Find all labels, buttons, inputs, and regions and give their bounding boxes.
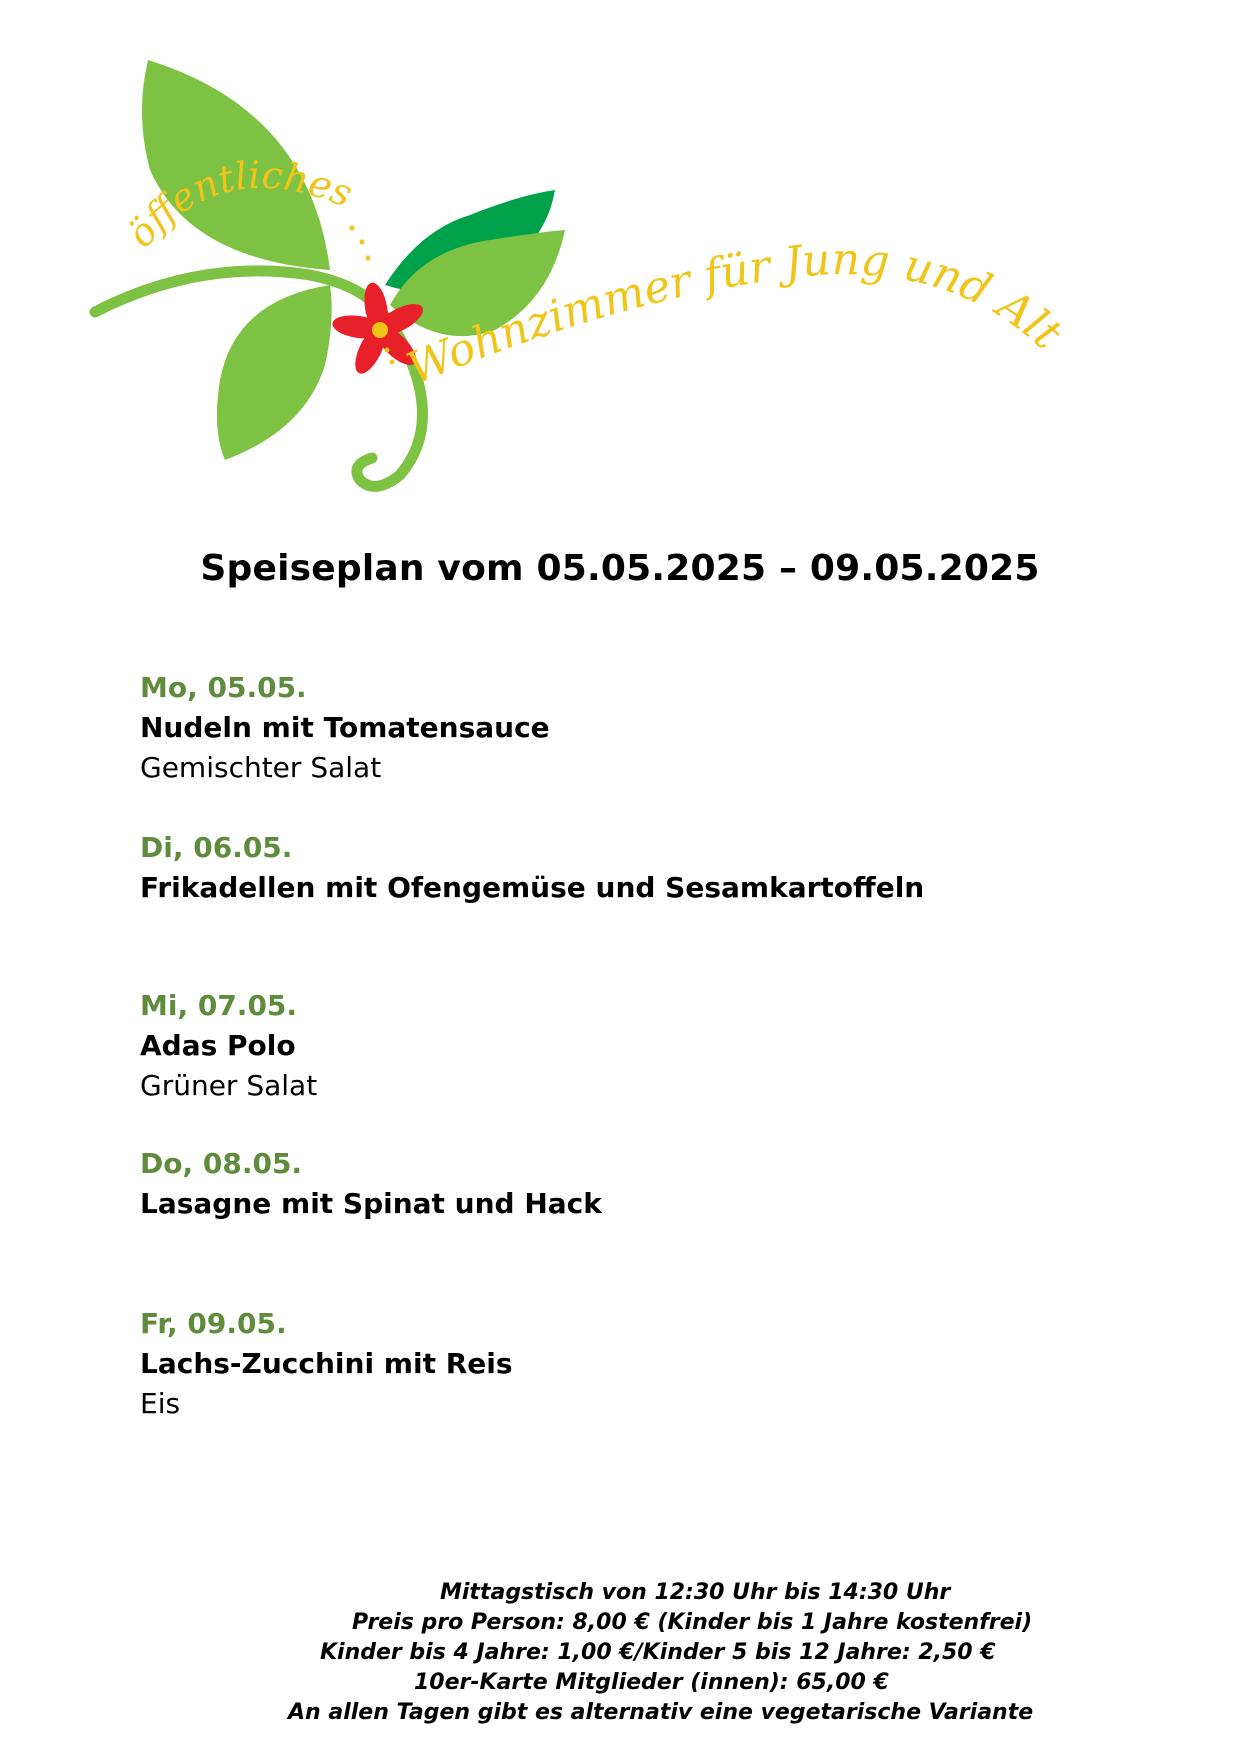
dish-main: Nudeln mit Tomatensauce: [140, 711, 550, 744]
day-label: Fr, 09.05.: [140, 1307, 287, 1340]
footer-info: [0, 1578, 1240, 1728]
menu-day: [140, 1304, 1140, 1424]
footer-line: Preis pro Person: 8,00 € (Kinder bis 1 Jahre kostenfrei): [352, 1610, 1033, 1635]
menu-day: [140, 986, 1140, 1144]
dish-main: Lasagne mit Spinat und Hack: [140, 1187, 602, 1220]
dish-side: Eis: [140, 1387, 181, 1420]
dish-main: Lachs-Zucchini mit Reis: [140, 1347, 513, 1380]
menu-day: [140, 668, 1140, 828]
day-label: Do, 08.05.: [140, 1147, 303, 1180]
day-label: Di, 06.05.: [140, 831, 293, 864]
logo: [0, 0, 1240, 520]
day-label: Mo, 05.05.: [140, 671, 307, 704]
footer-line: 10er-Karte Mitglieder (innen): 65,00 €: [414, 1670, 889, 1695]
day-label: Mi, 07.05.: [140, 989, 298, 1022]
menu-day: [140, 828, 1140, 986]
dish-side: Grüner Salat: [140, 1069, 318, 1102]
footer-line: Mittagstisch von 12:30 Uhr bis 14:30 Uhr: [440, 1580, 951, 1605]
logo-text-bottom: Wohnzimmer für Jung und Alt: [400, 234, 1072, 395]
page-title: Speiseplan vom 05.05.2025 – 09.05.2025: [200, 548, 1040, 589]
dish-main: Frikadellen mit Ofengemüse und Sesamkartoffeln: [140, 871, 925, 904]
footer-line: An allen Tagen gibt es alternativ eine vegetarische Variante: [288, 1700, 1034, 1725]
dish-main: Adas Polo: [140, 1029, 296, 1062]
footer-line: Kinder bis 4 Jahre: 1,00 €/Kinder 5 bis 12 Jahre: 2,50 €: [320, 1640, 996, 1665]
logo-text-top: öffentliches: [118, 152, 359, 256]
menu-list: [140, 668, 1140, 1424]
leaf-bottom-left: [217, 285, 332, 460]
menu-day: [140, 1144, 1140, 1304]
dish-side: Gemischter Salat: [140, 751, 382, 784]
